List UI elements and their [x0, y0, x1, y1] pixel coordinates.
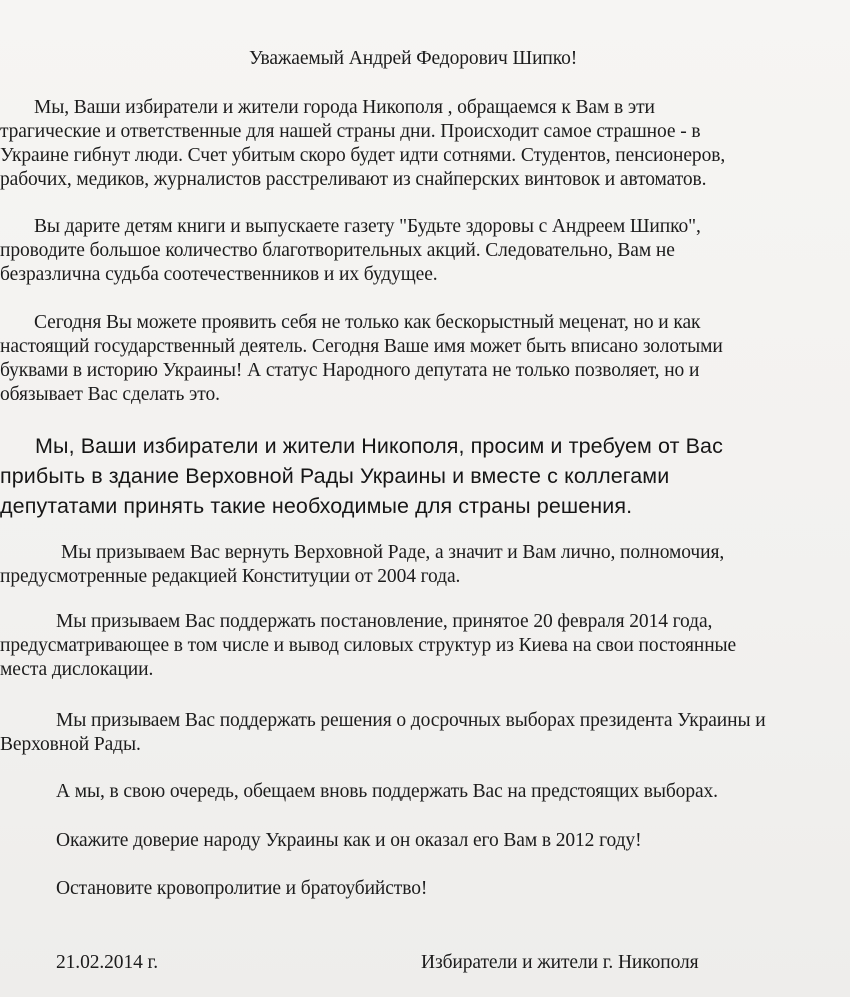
emphasis-line: депутатами принять такие необходимые для страны решения. — [0, 494, 633, 518]
paragraph-line: предусматривающее в том числе и вывод силовых структур из Киева на свои постоянные — [0, 635, 737, 656]
paragraph-line: Верховной Рады. — [0, 734, 141, 755]
paragraph-line: Мы призываем Вас поддержать постановление, принятое 20 февраля 2014 года, — [56, 611, 713, 632]
paragraph-line: Мы призываем Вас поддержать решения о досрочных выборах президента Украины и — [56, 710, 766, 731]
paragraph-line: Мы, Ваши избиратели и жители города Никополя , обращаемся к Вам в эти — [34, 97, 655, 118]
paragraph-line: Украине гибнут люди. Счет убитым скоро будет идти сотнями. Студентов, пенсионеров, — [0, 145, 726, 166]
paragraph-line: проводите большое количество благотворительных акций. Следовательно, Вам не — [0, 240, 675, 261]
paragraph-line: места дислокации. — [0, 659, 154, 680]
paragraph-line: Сегодня Вы можете проявить себя не только как бескорыстный меценат, но и как — [34, 312, 701, 333]
letter-signature: Избиратели и жители г. Никополя — [421, 952, 699, 973]
paragraph-line: обязывает Вас сделать это. — [0, 384, 220, 405]
paragraph-line: буквами в историю Украины! А статус Народного депутата не только позволяет, но и — [0, 360, 700, 381]
paragraph-8: А мы, в свою очередь, обещаем вновь поддержать Вас на предстоящих выборах. — [56, 781, 718, 802]
letter-date: 21.02.2014 г. — [56, 952, 158, 973]
paragraph-10: Остановите кровопролитие и братоубийство! — [56, 878, 428, 899]
emphasis-line: Мы, Ваши избиратели и жители Никополя, просим и требуем от Вас — [35, 434, 723, 458]
paragraph-line: трагические и ответственные для нашей страны дни. Происходит самое страшное - в — [0, 121, 701, 142]
emphasis-line: прибыть в здание Верховной Рады Украины и вместе с коллегами — [0, 464, 670, 488]
paragraph-line: настоящий государственный деятель. Сегодня Ваше имя может быть вписано золотыми — [0, 336, 723, 357]
paragraph-line: безразлична судьба соотечественников и их будущее. — [0, 264, 438, 285]
paragraph-line: Вы дарите детям книги и выпускаете газету "Будьте здоровы с Андреем Шипко", — [34, 216, 701, 237]
paragraph-9: Окажите доверие народу Украины как и он оказал его Вам в 2012 году! — [56, 830, 642, 851]
paragraph-line: рабочих, медиков, журналистов расстреливают из снайперских винтовок и автоматов. — [0, 169, 707, 190]
paragraph-line: Мы призываем Вас вернуть Верховной Раде, а значит и Вам лично, полномочия, — [61, 542, 725, 563]
paragraph-line: предусмотренные редакцией Конституции от 2004 года. — [0, 566, 461, 587]
salutation: Уважаемый Андрей Федорович Шипко! — [249, 48, 578, 69]
